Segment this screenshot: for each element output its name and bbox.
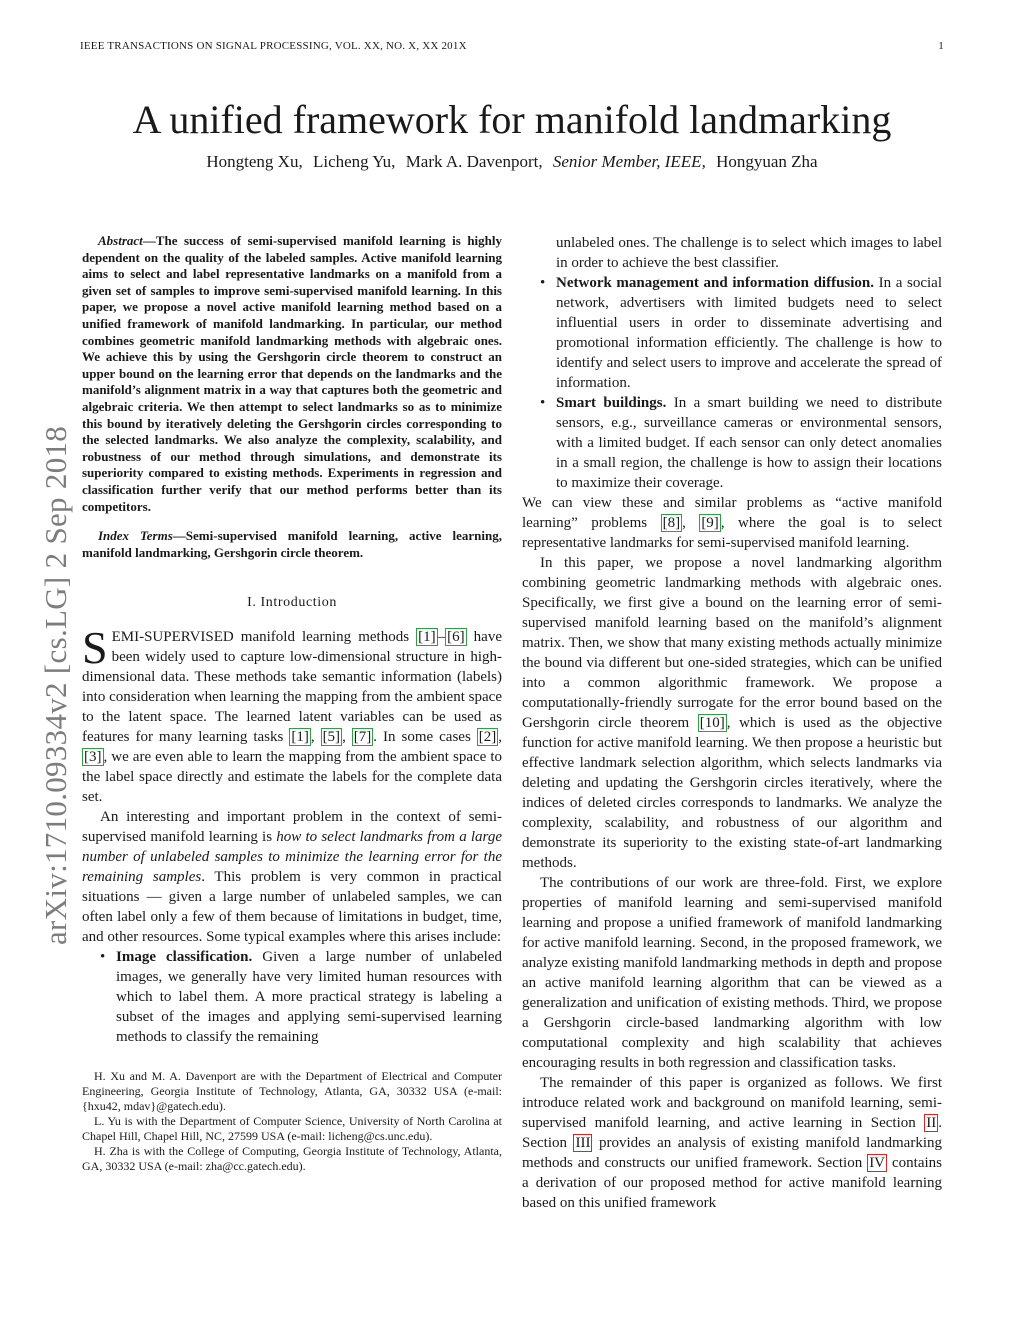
index-terms <box>82 528 502 561</box>
citation-link[interactable]: [8] <box>662 515 681 531</box>
author-role: Senior Member, IEEE, <box>552 152 706 171</box>
right-column <box>522 233 942 1213</box>
footnote: L. Yu is with the Department of Computer Science, University of North Carolina at Chapel Hill, Chapel Hill, NC, 27599 USA (e-mail: licheng@cs.unc.edu). <box>82 1114 502 1144</box>
section-link[interactable]: IV <box>869 1155 886 1171</box>
intro-paragraph: An interesting and important problem in the context of semi-supervised manifold learning is how to select landmarks from a large number of unlabeled samples to minimize the learning error for the remaining samples. This problem is very common in practical situations — given a large number of unlabeled samples, we can often label only a few of them because of limitations in budget, time, and other resources. Some typical examples where this arises include: <box>82 809 502 946</box>
author-name: Licheng Yu, <box>312 152 396 171</box>
body-paragraph: The contributions of our work are three-fold. First, we explore properties of manifold learning and semi-supervised manifold learning and propose a unified framework of manifold landmarking for active manifold learning. Second, in the proposed framework, we analyze existing manifold landmarking methods in depth and propose an active manifold learning algorithm that can be viewed as a generalization and unification of existing methods. Third, we propose a Gershgorin circle-based landmarking algorithm with low computational complexity and high scalability that achieves encouraging results in both regression and classification tasks. <box>522 875 942 1071</box>
abstract <box>82 233 502 515</box>
body-paragraph: The remainder of this paper is organized as follows. We first introduce related work and background on manifold learning, semi-supervised manifold learning, and active learning in Section II . Section III provides an analysis of existing manifold landmarking methods and constructs our unified framework. Section IV contains a derivation of our proposed method for active manifold learning based on this unified framework <box>522 1075 942 1211</box>
example-list <box>82 947 502 1047</box>
citation-link[interactable]: [10] <box>699 715 725 731</box>
bullet-label: Image classification. <box>116 949 253 966</box>
left-column <box>82 233 502 1174</box>
paper-title: A unified framework for manifold landmarking <box>132 97 892 142</box>
footnote: H. Zha is with the College of Computing, Georgia Institute of Technology, Atlanta, GA, 30332 USA (e-mail: zha@cc.gatech.edu). <box>82 1144 502 1174</box>
citation-link[interactable]: [5] <box>322 729 341 746</box>
citation-link[interactable]: [3] <box>84 749 102 766</box>
author-name: Mark A. Davenport, <box>405 152 543 171</box>
author-name: Hongteng Xu, <box>206 152 303 171</box>
bullet-label: Network management and information diffusion. <box>556 275 875 291</box>
page-number: 1 <box>938 40 944 52</box>
author-name: Hongyuan Zha <box>716 152 818 171</box>
citation-link[interactable]: [7] <box>353 729 372 746</box>
section-link[interactable]: III <box>575 1135 591 1151</box>
citation-link[interactable]: [1] <box>418 629 436 646</box>
index-terms-text: —Semi-supervised manifold learning, active learning, manifold landmarking, Gershgorin circle theorem. <box>82 528 502 560</box>
footnotes <box>82 1069 502 1174</box>
intro-paragraph: SEMI-SUPERVISED manifold learning methods [1] – [6] have been widely used to capture low-dimensional structure in high-dimensional data. These methods take semantic information (labels) into consideration when learning the mapping from the ambient space to the latent space. The learned latent variables can be used as features for many learning tasks [1] , [5] , [7] . In some cases [2] , [3] , we are even able to learn the mapping from the ambient space to the label space directly and estimate the labels for the complete data set. <box>82 622 503 806</box>
example-list-continued <box>522 233 942 493</box>
bullet-label: Smart buildings. <box>556 395 667 411</box>
list-item: • Smart buildings. In a smart building we need to distribute sensors, e.g., surveillance cameras or environmental sensors, with a limited budget. If each sensor can only detect anomalies in a small region, the challenge is how to assign their locations to maximize their coverage. <box>556 393 942 493</box>
emphasis-text: how to select landmarks from a large number of unlabeled samples to minimize the learning error for the remaining samples <box>82 829 502 886</box>
footnote: H. Xu and M. A. Davenport are with the Department of Electrical and Computer Engineering, Georgia Institute of Technology, Atlanta, GA, 30332 USA (e-mail: {hxu42, mdav}@gatech.edu). <box>82 1069 502 1114</box>
arxiv-side-stamp: arXiv:1710.09334v2 [cs.LG] 2 Sep 2018 <box>38 425 73 945</box>
drop-cap: S <box>82 622 108 674</box>
list-item: • Image classification. Given a large number of unlabeled images, we generally have very limited human resources with which to label them. A more practical strategy is labeling a subset of the images and applying semi-supervised learning methods to classify the remaining <box>116 947 502 1047</box>
list-item-continuation: unlabeled ones. The challenge is to select which images to label in order to achieve the best classifier. <box>556 235 942 271</box>
running-header: IEEE TRANSACTIONS ON SIGNAL PROCESSING, VOL. XX, NO. X, XX 201X <box>80 40 467 52</box>
list-item: • Network management and information diffusion. In a social network, advertisers with limited budgets need to select influential users in order to disseminate advertising and promotional information efficiently. The challenge is how to identify and select users to improve and accelerate the spread of information. <box>556 273 942 393</box>
body-paragraph: In this paper, we propose a novel landmarking algorithm combining geometric landmarking methods with algebraic ones. Specifically, we first give a bound on the learning error of semi-supervised manifold learning based on the manifold’s alignment matrix. Then, we show that many existing methods actually minimize the bound via different but one-sided strategies, which can be unified into a common algorithmic framework. We propose a computationally-friendly surrogate for the error bound based on the Gershgorin circle theorem [10] , which is used as the objective function for active manifold learning. We then propose a heuristic but effective landmark selection algorithm, which selects landmarks via deleting and updating the Gershgorin circles iteratively, where the indices of deleted circles corresponds to landmarks. We analyze the complexity, scalability, and robustness of our algorithm and demonstrate its superiority to the existing state-of-art landmarking methods. <box>522 555 942 871</box>
body-paragraph: We can view these and similar problems as “active manifold learning” problems [8] , [9] , where the goal is to select representative landmarks for semi-supervised manifold learning. <box>522 495 942 551</box>
index-terms-label: Index Terms <box>98 528 173 544</box>
citation-link[interactable]: [9] <box>701 515 719 531</box>
section-link[interactable]: II <box>926 1115 937 1131</box>
section-heading: I. Introduction <box>247 595 337 611</box>
citation-link[interactable]: [6] <box>447 629 465 646</box>
citation-link[interactable]: [1] <box>291 729 309 746</box>
citation-link[interactable]: [2] <box>478 729 497 746</box>
abstract-label: Abstract <box>98 233 143 248</box>
author-list <box>0 152 1024 172</box>
abstract-text: —The success of semi-supervised manifold learning is highly dependent on the quality of the labeled samples. Active manifold learning aims to select and label representative landmarks on a manifold from a given set of samples to improve semi-supervised manifold learning. In this paper, we propose a novel active manifold learning method based on a unified framework of manifold landmarking. In particular, our method combines geometric manifold landmarking methods with algebraic ones. We achieve this by using the Gershgorin circle theorem to construct an upper bound on the learning error that depends on the landmarks and the manifold’s alignment matrix in a way that captures both the geometric and algebraic criteria. We then attempt to select landmarks so as to minimize this bound by iteratively deleting the Gershgorin circles corresponding to the selected landmarks. We also analyze the complexity, scalability, and robustness of our method through simulations, and demonstrate its superiority compared to existing methods. Experiments in regression and classification further verify that our method performs better than its competitors. <box>82 233 502 514</box>
